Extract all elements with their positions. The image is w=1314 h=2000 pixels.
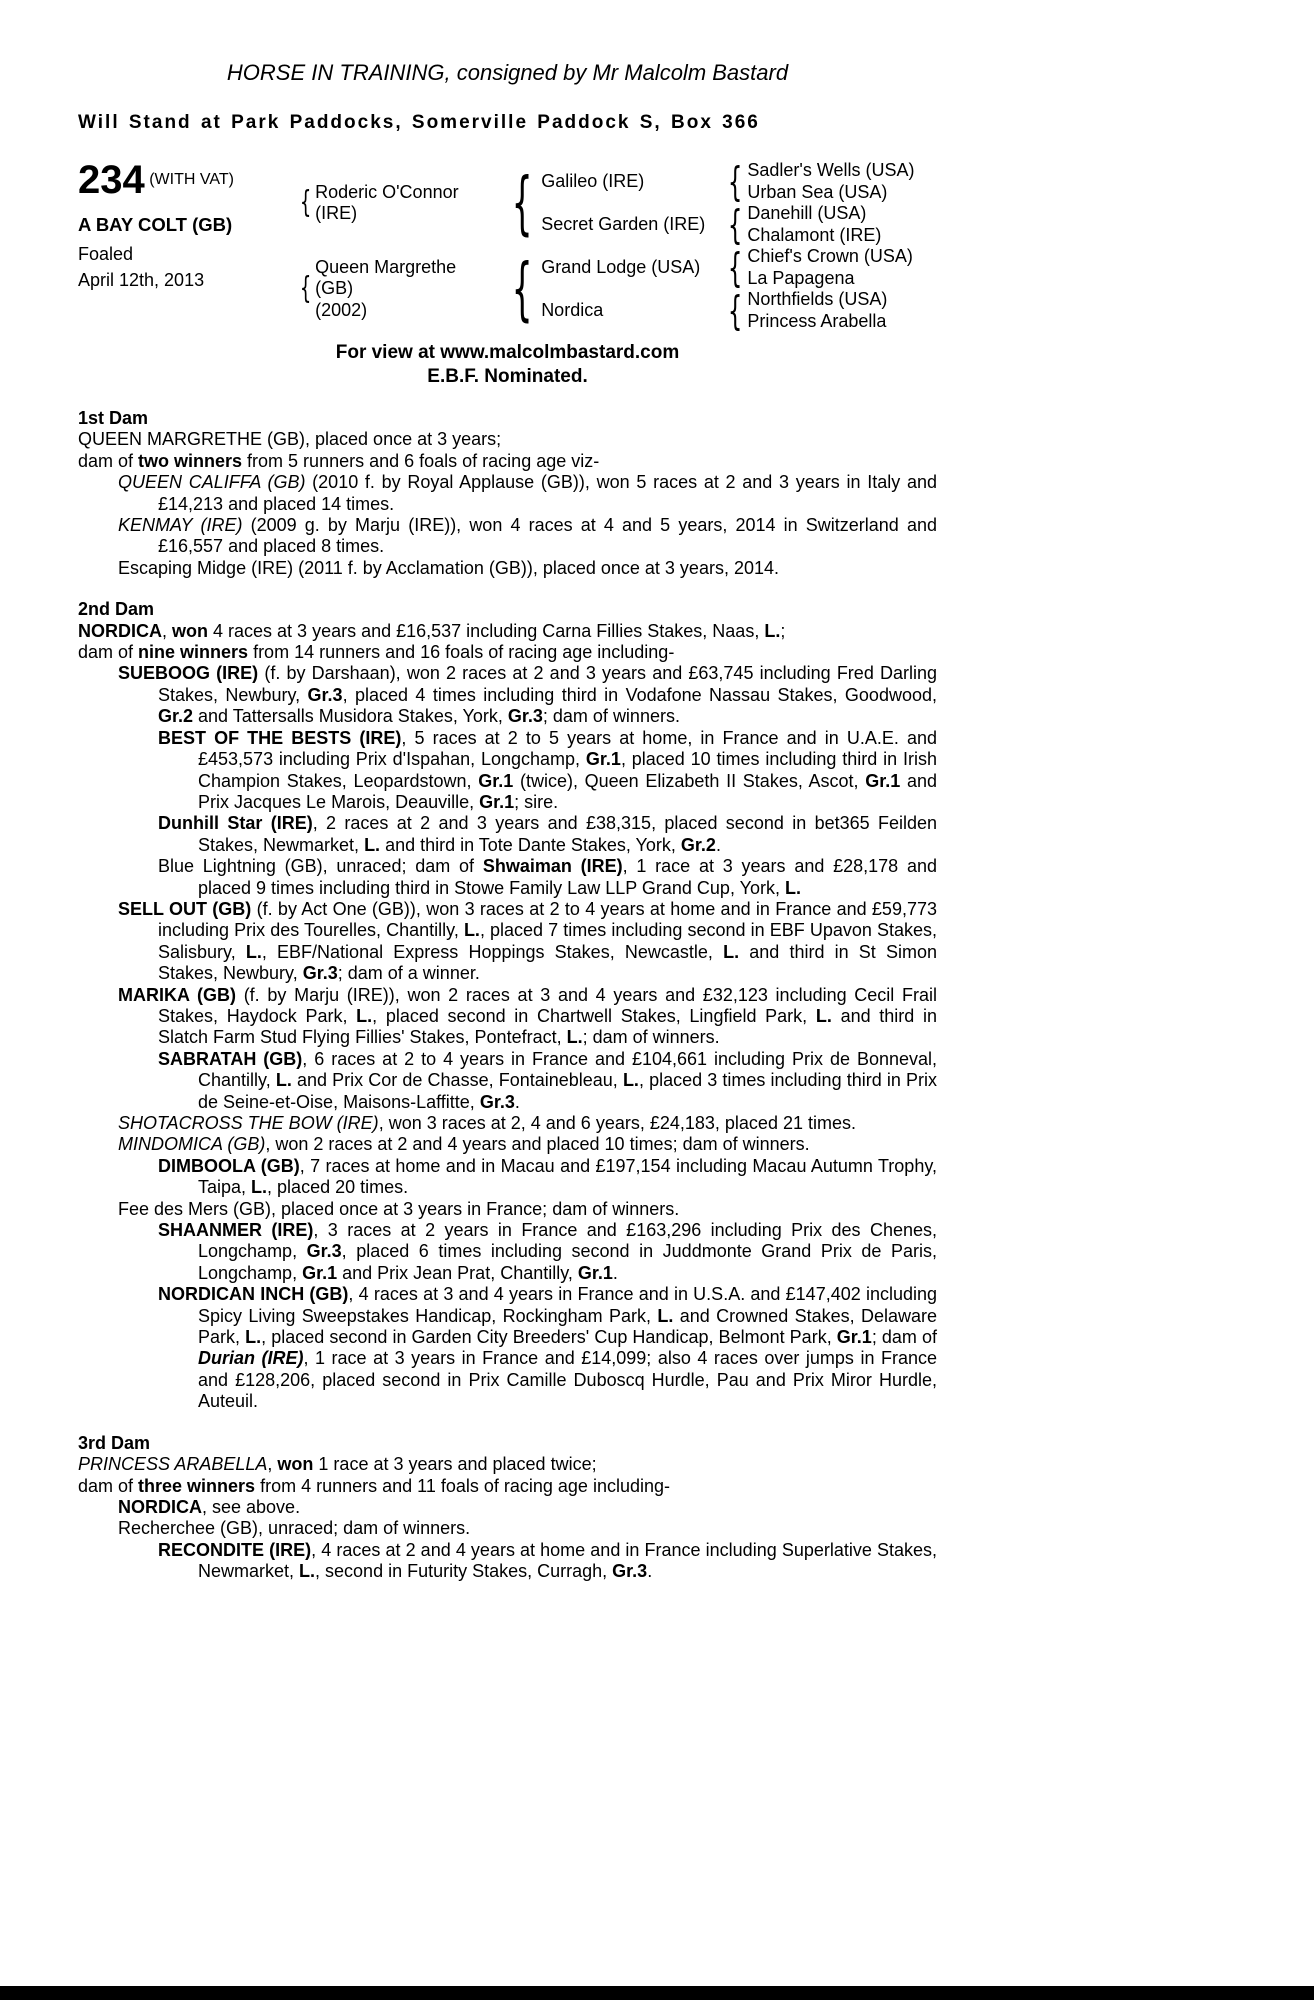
gen3-name: Chief's Crown (USA) [747, 246, 913, 266]
brace-icon: { [511, 162, 533, 244]
text-run: won [172, 620, 209, 641]
text-run: , [162, 620, 173, 641]
vat-note: (WITH VAT) [149, 171, 234, 188]
text-run: ; [780, 620, 786, 641]
text-run: and third in Slatch Farm Stud Flying Fillies' Stakes, Pontefract, [158, 1005, 937, 1048]
ebf-nominated-line: E.B.F. Nominated. [427, 366, 588, 387]
text-run: KENMAY (IRE) [118, 515, 243, 536]
gen3-name: Northfields (USA) [747, 289, 888, 309]
text-run: . [647, 1561, 653, 1582]
pedigree-paragraph [78, 472, 937, 515]
text-run: RECONDITE (IRE) [158, 1539, 312, 1560]
gen2-unit [541, 246, 937, 289]
brace-icon: { [728, 244, 743, 291]
text-run: dam of [78, 1475, 139, 1496]
brace-icon: { [511, 248, 533, 330]
gen3-name: Sadler's Wells (USA) [747, 160, 915, 180]
text-run: SHAANMER (IRE) [158, 1220, 314, 1241]
brace-icon: { [728, 201, 743, 248]
text-run: L. [815, 1005, 832, 1026]
section-3rd-dam [78, 1433, 937, 1583]
pedigree-paragraph [78, 899, 937, 985]
text-run: L. [463, 920, 480, 941]
text-run: 1 race at 3 years and placed twice; [313, 1454, 597, 1475]
pedigree-paragraph [78, 985, 937, 1049]
text-run: and Crowned Stakes, Delaware Park, [198, 1305, 937, 1348]
brace-icon: { [299, 185, 312, 220]
footer-bar [0, 1986, 1314, 2000]
text-run: (twice), Queen Elizabeth II Stakes, Ascot, [513, 770, 866, 791]
text-run: SELL OUT (GB) [118, 898, 252, 919]
gen3-pair [747, 246, 937, 289]
gen3-name: Danehill (USA) [747, 203, 867, 223]
text-run: BEST OF THE BESTS (IRE) [158, 727, 402, 748]
lot-info [78, 160, 296, 332]
text-run: NORDICAN INCH (GB) [158, 1284, 349, 1305]
pedigree-paragraph [78, 429, 937, 450]
stand-location-line: Will Stand at Park Paddocks, Somerville Paddock S, Box 366 [78, 112, 760, 133]
view-website-line: For view at www.malcolmbastard.com [335, 342, 680, 363]
text-run: Gr.1 [302, 1262, 338, 1283]
text-run: Gr.1 [479, 791, 515, 812]
text-run: , 4 races at 3 and 4 years in France and in U.S.A. and £147,402 including Spicy Living Sweepstakes Handicap, Rockingham Park, [198, 1284, 938, 1326]
brace-icon: { [728, 158, 743, 205]
gen3-name: Urban Sea (USA) [747, 181, 888, 202]
text-run: MARIKA (GB) [118, 984, 236, 1005]
gen2-stack [541, 160, 937, 246]
text-run: two winners [138, 450, 243, 471]
pedigree-paragraph [78, 1540, 937, 1583]
text-run: (f. by Act One (GB)), won 3 races at 2 to 4 years at home and in France and £59,773 including Prix des Tourelles, Chantilly, [158, 898, 937, 941]
section-2nd-dam [78, 599, 937, 1412]
text-run: and Prix Cor de Chasse, Fontainebleau, [291, 1070, 623, 1091]
text-run: QUEEN CALIFFA (GB) [118, 472, 306, 493]
text-run: , see above. [202, 1496, 301, 1517]
text-run: , placed 20 times. [267, 1177, 409, 1198]
text-run: and Prix Jacques Le Marois, Deauville, [198, 770, 937, 812]
pedigree-paragraph [78, 728, 937, 814]
pedigree-paragraph [78, 1199, 937, 1220]
gen2-unit [541, 160, 937, 203]
text-run: Gr.3 [302, 963, 338, 984]
text-run: Recherchee (GB), unraced; dam of winners. [118, 1518, 471, 1539]
text-run: Gr.1 [577, 1262, 613, 1283]
gen2-unit [541, 203, 937, 246]
text-run: and Tattersalls Musidora Stakes, York, [193, 706, 508, 727]
pedigree-paragraph [78, 1113, 937, 1134]
text-run: , 4 races at 2 and 4 years at home and in France including Superlative Stakes, Newmarket, [198, 1539, 938, 1582]
text-run: L. [784, 877, 801, 898]
text-run: , second in Futurity Stakes, Curragh, [315, 1561, 613, 1582]
text-run: SUEBOOG (IRE) [118, 663, 259, 684]
text-run: Gr.3 [507, 706, 543, 727]
text-run: L. [723, 941, 740, 962]
section-1st-dam [78, 408, 937, 579]
text-run: 4 races at 3 years and £16,537 including Carna Fillies Stakes, Naas, [208, 620, 765, 641]
text-run: Blue Lightning (GB), unraced; dam of [158, 856, 483, 877]
pedigree-paragraph [78, 451, 937, 472]
gen2-unit [541, 289, 937, 332]
gen3-pair [747, 203, 937, 246]
pedigree-paragraph [78, 856, 937, 899]
text-run: Escaping Midge (IRE) (2011 f. by Acclamation (GB)), placed once at 3 years, 2014. [118, 557, 779, 578]
text-run: Gr.2 [158, 706, 194, 727]
text-run: , 5 races at 2 to 5 years at home, in France and in U.A.E. and £453,573 including Prix d'Ispahan, Longchamp, [198, 727, 937, 770]
text-run: dam of [78, 450, 139, 471]
parent-row [296, 160, 937, 246]
text-run: , EBF/National Express Hoppings Stakes, Newcastle, [261, 941, 724, 962]
text-run: Gr.3 [612, 1561, 648, 1582]
text-run: nine winners [138, 642, 249, 663]
brace-icon: { [728, 287, 743, 334]
pedigree-paragraph [78, 1454, 937, 1475]
gen3-pair [747, 160, 937, 203]
parent-cell [296, 257, 503, 322]
text-run: (f. by Darshaan), won 2 races at 2 and 3 years and £63,745 including Fred Darling Stakes, Newbury, [158, 663, 938, 705]
text-run: ; dam of [871, 1327, 938, 1348]
text-run: L. [364, 834, 381, 855]
text-run: from 14 runners and 16 foals of racing age including- [248, 642, 675, 663]
pedigree-paragraph [78, 663, 937, 727]
foaled-date: April 12th, 2013 [78, 270, 205, 290]
pedigree-paragraph [78, 813, 937, 856]
text-run: ; dam of a winner. [337, 963, 480, 984]
text-run: . [514, 1091, 520, 1112]
gen3-pair [747, 289, 937, 332]
text-run: L. [764, 620, 781, 641]
text-run: L. [657, 1305, 674, 1326]
text-run: NORDICA [118, 1496, 202, 1517]
gen2-name: Grand Lodge (USA) [541, 257, 701, 277]
pedigree-paragraph [78, 558, 937, 579]
text-run: from 4 runners and 11 foals of racing age including- [255, 1475, 670, 1496]
pedigree-paragraph [78, 1284, 937, 1412]
text-run: , 1 race at 3 years in France and £14,099; also 4 races over jumps in France and £128,206, placed second in Prix Camille Duboscq Hurdle, Pau and Prix Miror Hurdle, Auteuil. [198, 1348, 937, 1412]
text-run: L. [299, 1561, 316, 1582]
text-run: , 3 races at 2 years in France and £163,296 including Prix des Chenes, Longchamp, [198, 1220, 937, 1262]
text-run: , 2 races at 2 and 3 years and £38,315, placed second in bet365 Feilden Stakes, Newmarket, [198, 813, 938, 855]
text-run: , placed 10 times including third in Irish Champion Stakes, Leopardstown, [198, 749, 937, 791]
pedigree-paragraph [78, 1156, 937, 1199]
pedigree-paragraph [78, 621, 937, 642]
gen2-name: Nordica [541, 300, 604, 320]
text-run: and Prix Jean Prat, Chantilly, [337, 1262, 578, 1283]
text-run: L. [356, 1005, 373, 1026]
text-run: from 5 runners and 6 foals of racing age viz- [242, 450, 600, 471]
gen2-name: Galileo (IRE) [541, 171, 645, 191]
colt-description: A BAY COLT (GB) [78, 214, 233, 235]
foaled-label: Foaled [78, 244, 134, 264]
text-run: , [267, 1454, 278, 1475]
sire-name-line: (IRE) [315, 203, 358, 223]
text-run: Fee des Mers (GB), placed once at 3 years in France; dam of winners. [118, 1198, 680, 1219]
text-run: Gr.3 [307, 684, 343, 705]
text-run: SHOTACROSS THE BOW (IRE) [118, 1113, 379, 1133]
pedigree-paragraph [78, 1518, 937, 1539]
lot-number-line [78, 160, 296, 200]
text-run: L. [251, 1177, 268, 1198]
text-run: (2009 g. by Marju (IRE)), won 4 races at 4 and 5 years, 2014 in Switzerland and £16,557 and placed 8 times. [158, 515, 937, 557]
dam-name-line: Queen Margrethe [315, 256, 457, 277]
text-run: ; dam of winners. [542, 706, 680, 727]
section-heading: 3rd Dam [78, 1432, 151, 1453]
text-run: Gr.1 [478, 770, 514, 791]
text-run: SABRATAH (GB) [158, 1048, 303, 1069]
text-run: L. [566, 1027, 583, 1048]
text-run: Gr.1 [585, 749, 621, 770]
text-run: three winners [138, 1475, 256, 1496]
gen3-name: La Papagena [747, 267, 855, 288]
pedigree-paragraph [78, 515, 937, 558]
text-run: QUEEN MARGRETHE (GB), placed once at 3 years; [78, 429, 502, 450]
text-run: NORDICA [78, 620, 162, 641]
text-run: Shwaiman (IRE) [482, 856, 623, 877]
text-run: . [612, 1262, 618, 1283]
pedigree-paragraph [78, 1134, 937, 1155]
text-run: ; sire. [514, 791, 559, 812]
pedigree-paragraph [78, 1049, 937, 1113]
text-run: , placed 7 times including second in EBF Upavon Stakes, Salisbury, [158, 920, 938, 962]
text-run: Durian (IRE) [198, 1348, 304, 1369]
pedigree-tree [78, 160, 937, 332]
pedigree-paragraph [78, 1476, 937, 1497]
text-run: and third in Tote Dante Stakes, York, [380, 834, 681, 855]
text-run: Gr.1 [865, 770, 901, 791]
text-run: , 6 races at 2 to 4 years in France and £104,661 including Prix de Bonneval, Chantilly, [198, 1048, 938, 1091]
section-heading: 1st Dam [78, 408, 149, 428]
brace-icon: { [299, 271, 312, 306]
text-run: and third in St Simon Stakes, Newbury, [158, 941, 938, 984]
text-run: won [277, 1454, 314, 1475]
pedigree-text [78, 408, 937, 1583]
text-run: Gr.3 [306, 1241, 342, 1262]
section-heading: 2nd Dam [78, 599, 155, 620]
gen3-name: Princess Arabella [747, 310, 887, 331]
pedigree-paragraph [78, 1220, 937, 1284]
parent-row [296, 246, 937, 332]
sire-name-line: Roderic O'Connor [315, 181, 459, 202]
gen2-name: Secret Garden (IRE) [541, 214, 706, 234]
text-run: (2010 f. by Royal Applause (GB)), won 5 races at 2 and 3 years in Italy and £14,213 and placed 14 times. [158, 472, 937, 514]
consignor-line: HORSE IN TRAINING, consigned by Mr Malcolm Bastard [226, 60, 789, 85]
lot-number: 234 [78, 158, 145, 202]
gen3-name: Chalamont (IRE) [747, 224, 882, 245]
text-run: Gr.1 [836, 1327, 872, 1348]
dam-name-line: (2002) [315, 299, 368, 320]
text-run: ; dam of winners. [582, 1027, 720, 1048]
pedigree-paragraph [78, 1497, 937, 1518]
text-run: , won 2 races at 2 and 4 years and placed 10 times; dam of winners. [265, 1134, 810, 1155]
text-run: Gr.3 [479, 1091, 515, 1112]
text-run: DIMBOOLA (GB) [158, 1155, 300, 1176]
text-run: , placed 4 times including third in Vodafone Nassau Stakes, Goodwood, [342, 684, 937, 705]
text-run: Dunhill Star (IRE) [158, 813, 313, 834]
text-run: L. [275, 1070, 292, 1091]
text-run: , placed second in Garden City Breeders' Cup Handicap, Belmont Park, [261, 1327, 837, 1348]
text-run: L. [245, 941, 262, 962]
family-tree [296, 160, 937, 332]
text-run: . [715, 834, 721, 855]
text-run: dam of [78, 642, 139, 663]
text-run: , 1 race at 3 years and £28,178 and placed 9 times including third in Stowe Family Law LLP Grand Cup, York, [198, 856, 937, 898]
text-run: (f. by Marju (IRE)), won 2 races at 3 and 4 years and £32,123 including Cecil Frail Stakes, Haydock Park, [158, 984, 937, 1026]
sire-name [315, 182, 459, 225]
pedigree-paragraph [78, 642, 937, 663]
text-run: , placed 3 times including third in Prix de Seine-et-Oise, Maisons-Laffitte, [198, 1070, 937, 1112]
gen2-stack [541, 246, 937, 332]
text-run: PRINCESS ARABELLA [78, 1454, 268, 1475]
text-run: , 7 races at home and in Macau and £197,154 including Macau Autumn Trophy, Taipa, [198, 1155, 937, 1198]
text-run: Gr.2 [680, 834, 716, 855]
parent-cell [296, 182, 503, 225]
text-run: , won 3 races at 2, 4 and 6 years, £24,183, placed 21 times. [378, 1113, 856, 1133]
dam-name-line: (GB) [315, 278, 354, 299]
text-run: , placed 6 times including second in Juddmonte Grand Prix de Paris, Longchamp, [198, 1241, 937, 1283]
text-run: L. [245, 1327, 262, 1348]
dam-name [315, 257, 456, 322]
text-run: L. [622, 1070, 639, 1091]
text-run: , placed second in Chartwell Stakes, Lingfield Park, [372, 1005, 816, 1026]
text-run: MINDOMICA (GB) [118, 1134, 266, 1155]
